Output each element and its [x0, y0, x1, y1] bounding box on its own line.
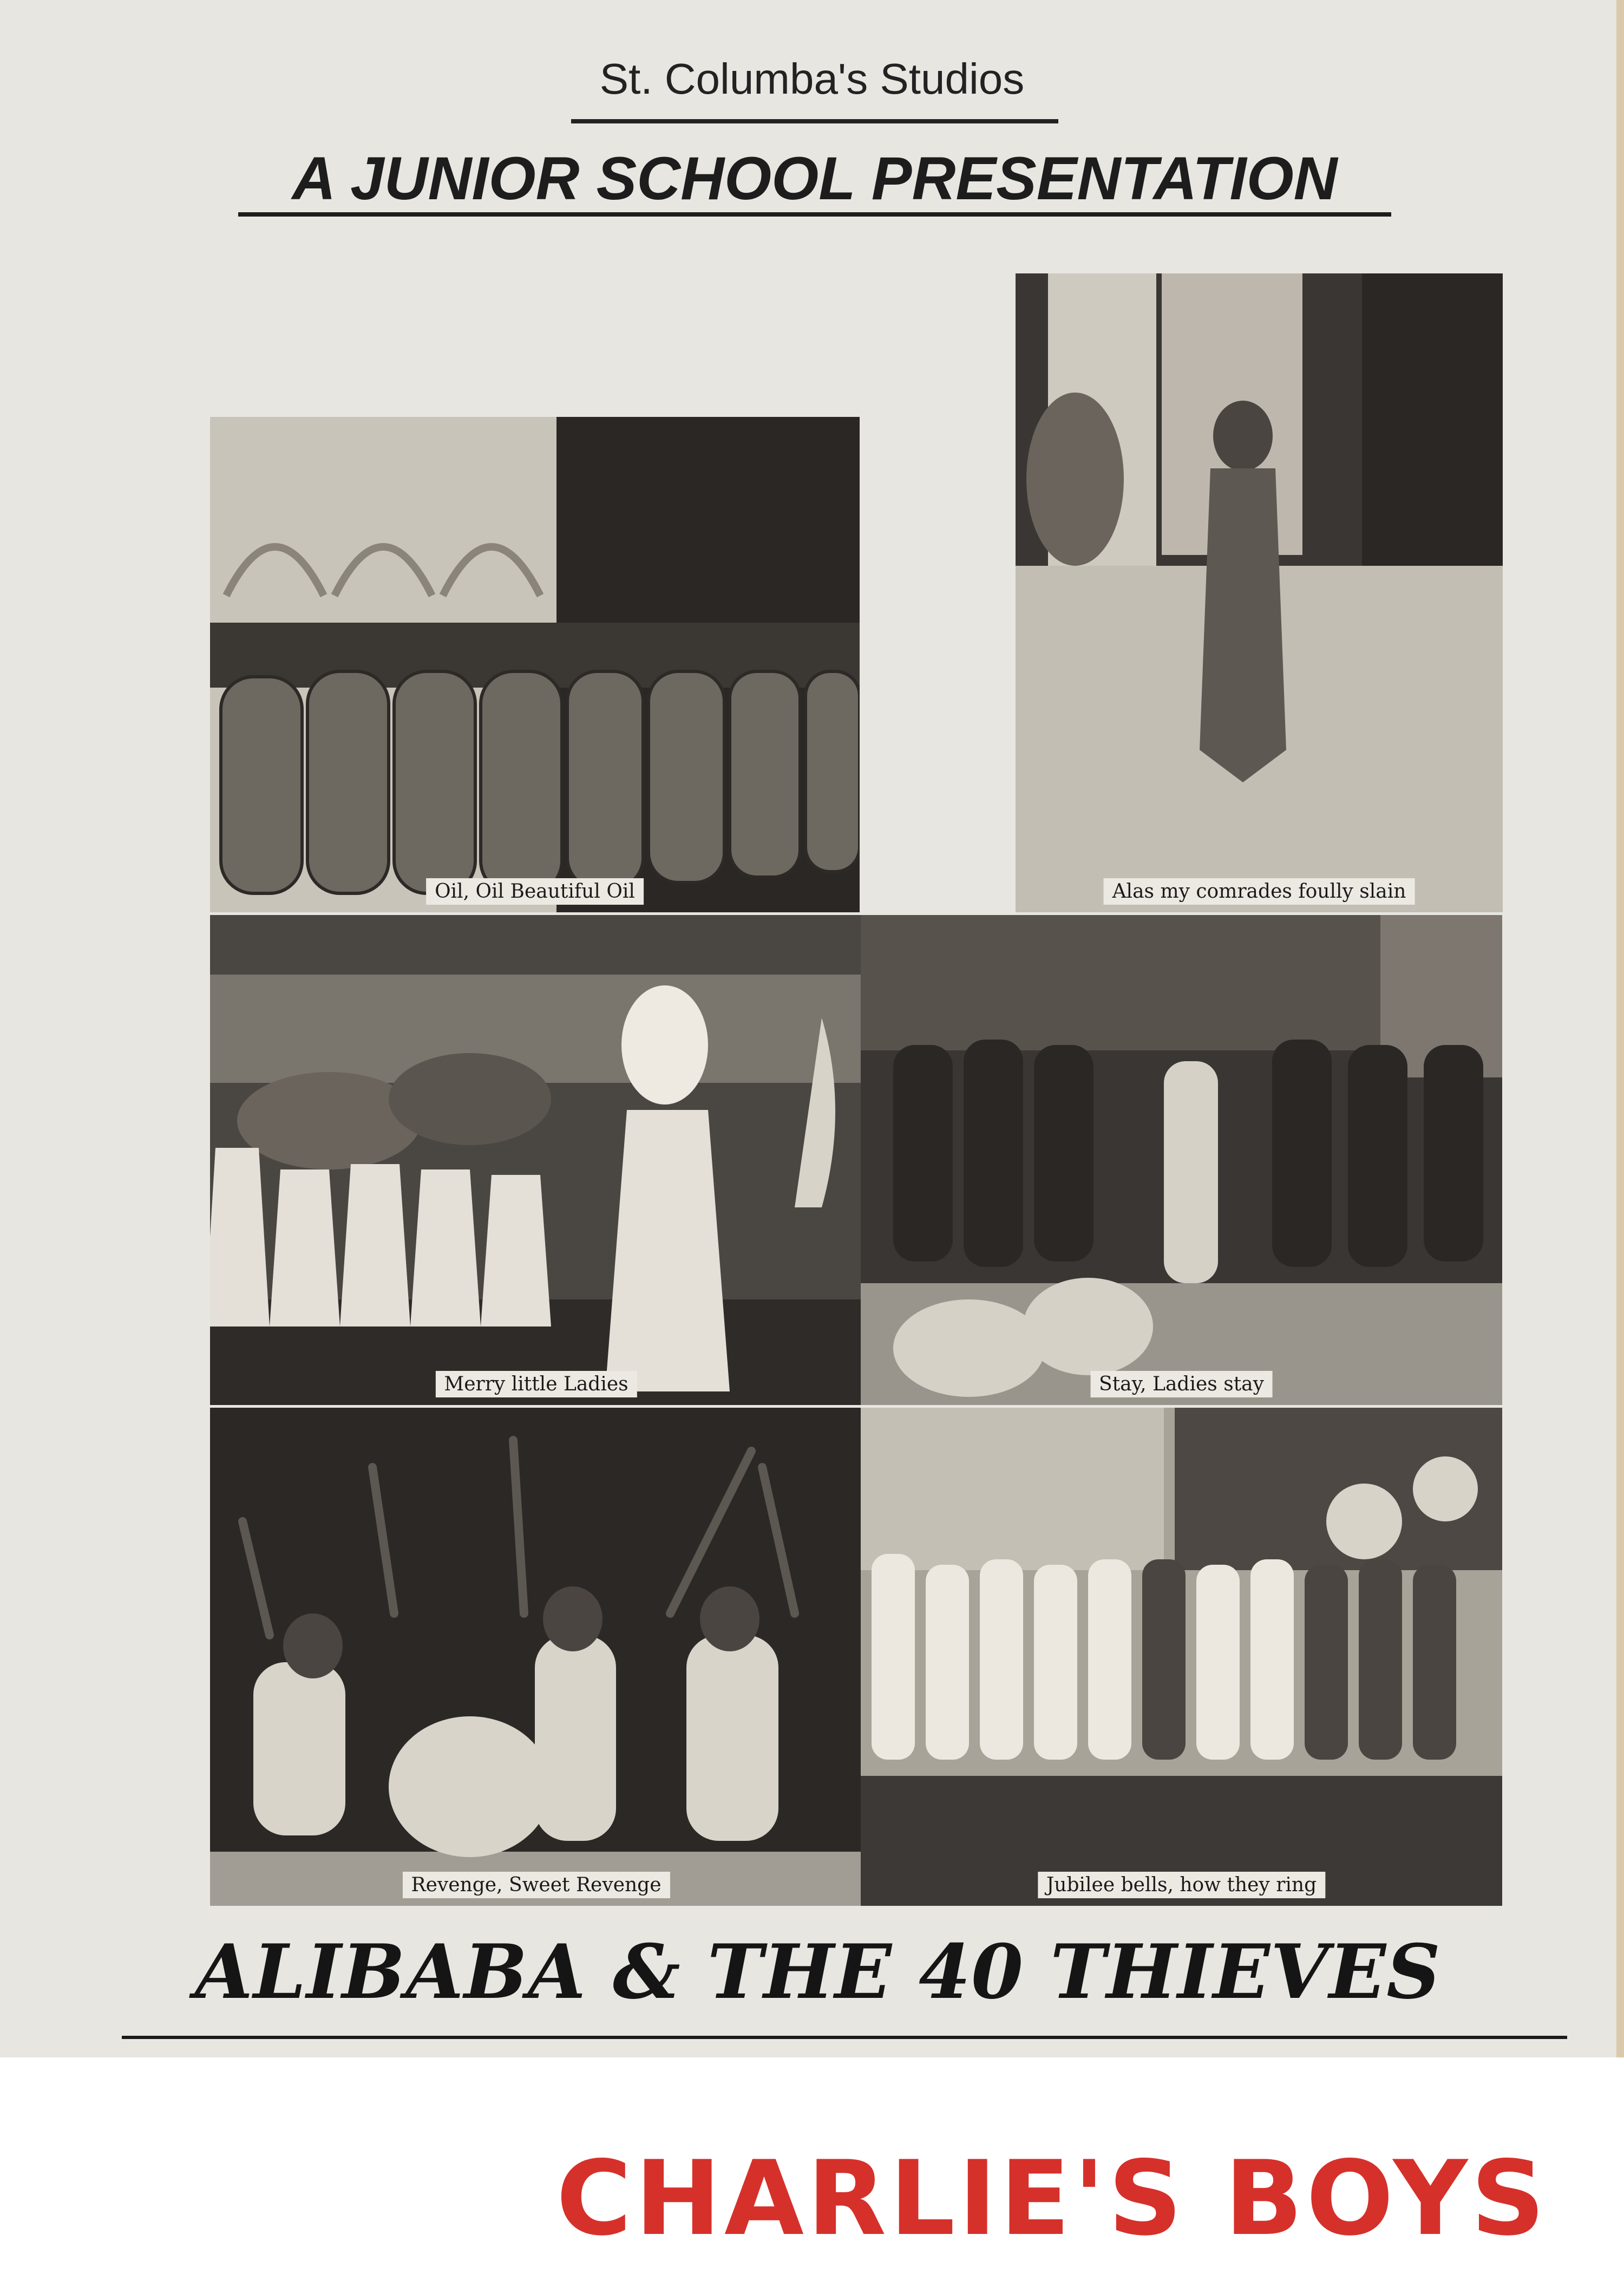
photo-caption: Revenge, Sweet Revenge [402, 1872, 670, 1898]
presentation-underline [238, 212, 1391, 217]
photo-merry-ladies [210, 915, 862, 1405]
photo-merry-ladies-scene [210, 915, 862, 1405]
title-underline [122, 2036, 1567, 2039]
photo-oil-jars [210, 417, 860, 912]
photo-revenge-scene [210, 1408, 862, 1906]
presentation-heading: A JUNIOR SCHOOL PRESENTATION [292, 145, 1338, 212]
photo-jubilee-bells [861, 1408, 1502, 1906]
photo-caption: Merry little Ladies [435, 1371, 637, 1397]
studio-underline [571, 119, 1058, 123]
photo-oil-jars-scene [210, 417, 860, 912]
photo-stay-ladies [861, 915, 1502, 1405]
photo-jubilee-bells-scene [861, 1408, 1502, 1906]
play-title: ALIBABA & THE 40 THIEVES [195, 1927, 1441, 2016]
photo-caption: Jubilee bells, how they ring [1038, 1872, 1325, 1898]
photo-caption: Alas my comrades foully slain [1104, 878, 1415, 905]
page-edge [1616, 0, 1624, 2057]
photo-alas-comrades [1016, 273, 1503, 912]
photo-alas-comrades-scene [1016, 273, 1503, 912]
brand-logo-text: CHARLIE'S BOYS [556, 2139, 1548, 2258]
photo-stay-ladies-scene [861, 915, 1502, 1405]
studio-name: St. Columba's Studios [599, 55, 1025, 103]
photo-caption: Stay, Ladies stay [1090, 1371, 1273, 1397]
photo-revenge [210, 1408, 862, 1906]
photo-caption: Oil, Oil Beautiful Oil [426, 878, 644, 905]
